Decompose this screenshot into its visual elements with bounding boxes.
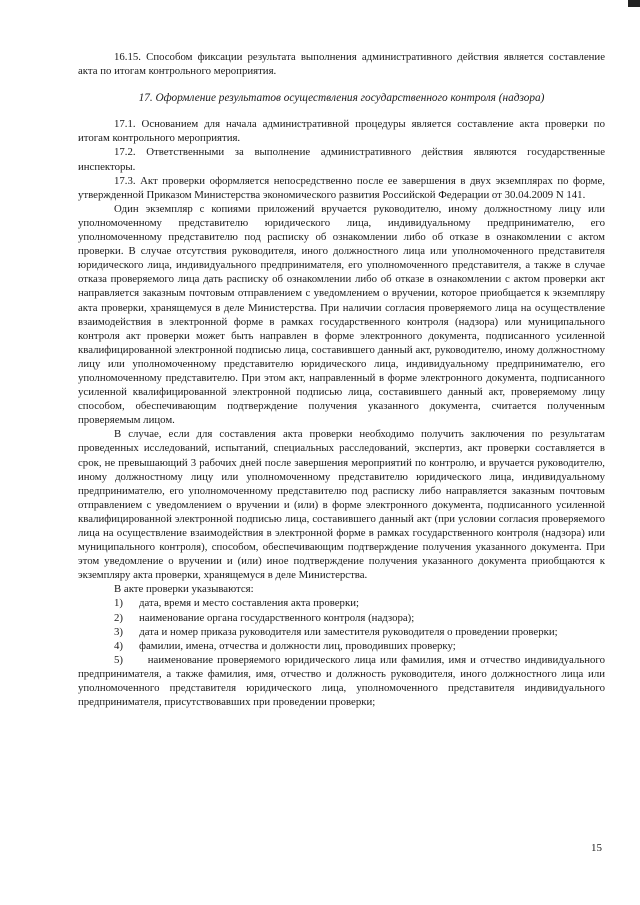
list-item-text: наименование проверяемого юридического лица или фамилия, имя и отчество индивидуального предпринимателя, а также фамилия, имя, отчество и должность руководителя, иного должностного лица или уполномоченного представителя юридического лица, уполномоченного представителя индивидуального предпринимателя, присутствовавших при проведении проверки; xyxy=(78,653,605,709)
list-item xyxy=(78,653,605,709)
paragraph-17-1: 17.1. Основанием для начала административной процедуры является составление акта проверки по итогам контрольного мероприятия. xyxy=(78,118,605,145)
document-page xyxy=(78,50,605,709)
list-item-number: 3) xyxy=(114,625,123,638)
list-item xyxy=(78,611,605,625)
paragraph-expertise-case: В случае, если для составления акта проверки необходимо получить заключения по результатам проведенных исследований, испытаний, специальных расследований, экспертиз, акт проверки составляется в срок, не превышающий 3 рабочих дней после завершения мероприятий по контролю, и вручается руководителю, иному должностному лицу или уполномоченному представителю юридического лица, индивидуальному предпринимателю, его уполномоченному представителю под расписку либо направляется заказным почтовым отправлением с уведомлением о вручении и (или) в форме электронного документа, подписанного усиленной квалифицированной электронной подписью лица, составившего данный акт (при условии согласия проверяемого лица на осуществление взаимодействия в электронной форме в рамках государственного контроля (надзора) или муниципального контроля), способом, обеспечивающим подтверждение получения указанного документа. При этом уведомление о вручении и (или) иное подтверждение получения указанного документа приобщаются к экземпляру акта проверки, хранящемуся в деле Министерства. xyxy=(78,428,605,582)
list-item-text: наименование органа государственного контроля (надзора); xyxy=(139,611,415,624)
list-item-text: фамилии, имена, отчества и должности лиц, проводивших проверку; xyxy=(139,639,456,652)
list-item-number: 5) xyxy=(114,653,123,666)
list-item xyxy=(78,639,605,653)
list-item xyxy=(78,625,605,639)
paragraph-17-2: 17.2. Ответственными за выполнение административного действия являются государственные инспекторы. xyxy=(78,146,605,173)
list-item xyxy=(78,596,605,610)
list-intro: В акте проверки указываются: xyxy=(114,583,254,596)
paragraph-copy-delivery: Один экземпляр с копиями приложений вручается руководителю, иному должностному лицу или уполномоченному представителю юридического лица, индивидуальному предпринимателю, его уполномоченному представителю под расписку об ознакомлении либо об отказе в ознакомлении с актом проверки. В случае отсутствия руководителя, иного должностного лица или уполномоченного представителя юридического лица, индивидуального предпринимателя, его уполномоченного представителя, а также в случае отказа проверяемого лица дать расписку об ознакомлении либо об отказе в ознакомлении с актом проверки акт направляется заказным почтовым отправлением с уведомлением о вручении, которое приобщается к экземпляру акта проверки, хранящемуся в деле Министерства. При наличии согласия проверяемого лица на осуществление взаимодействия в электронной форме в рамках государственного контроля (надзора) или муниципального контроля акт проверки может быть направлен в форме электронного документа, подписанного усиленной квалифицированной электронной подписью лица, составившего данный акт, руководителю, иному должностному лицу или уполномоченному представителю юридического лица, индивидуальному предпринимателю, его уполномоченному представителю. При этом акт, направленный в форме электронного документа, подписанного усиленной квалифицированной электронной подписью лица, составившего данный акт, проверяемому лицу способом, обеспечивающим подтверждение получения указанного документа, считается полученным проверяемым лицом. xyxy=(78,202,605,427)
page-number: 15 xyxy=(591,842,602,854)
section-heading: 17. Оформление результатов осуществления государственного контроля (надзора) xyxy=(138,92,545,105)
scan-artifact xyxy=(628,0,640,7)
list-item-number: 4) xyxy=(114,639,123,652)
paragraph-17-3: 17.3. Акт проверки оформляется непосредственно после ее завершения в двух экземплярах по форме, утвержденной Приказом Министерства экономического развития Российской Федерации от 30.04.2009 N 141. xyxy=(78,174,605,201)
list-item-text: дата и номер приказа руководителя или заместителя руководителя о проведении проверки; xyxy=(139,625,558,638)
list-item-text: дата, время и место составления акта проверки; xyxy=(139,597,359,610)
list-item-number: 2) xyxy=(114,611,123,624)
paragraph-16-15: 16.15. Способом фиксации результата выполнения административного действия является составление акта по итогам контрольного мероприятия. xyxy=(78,51,605,78)
list-item-number: 1) xyxy=(114,597,123,610)
